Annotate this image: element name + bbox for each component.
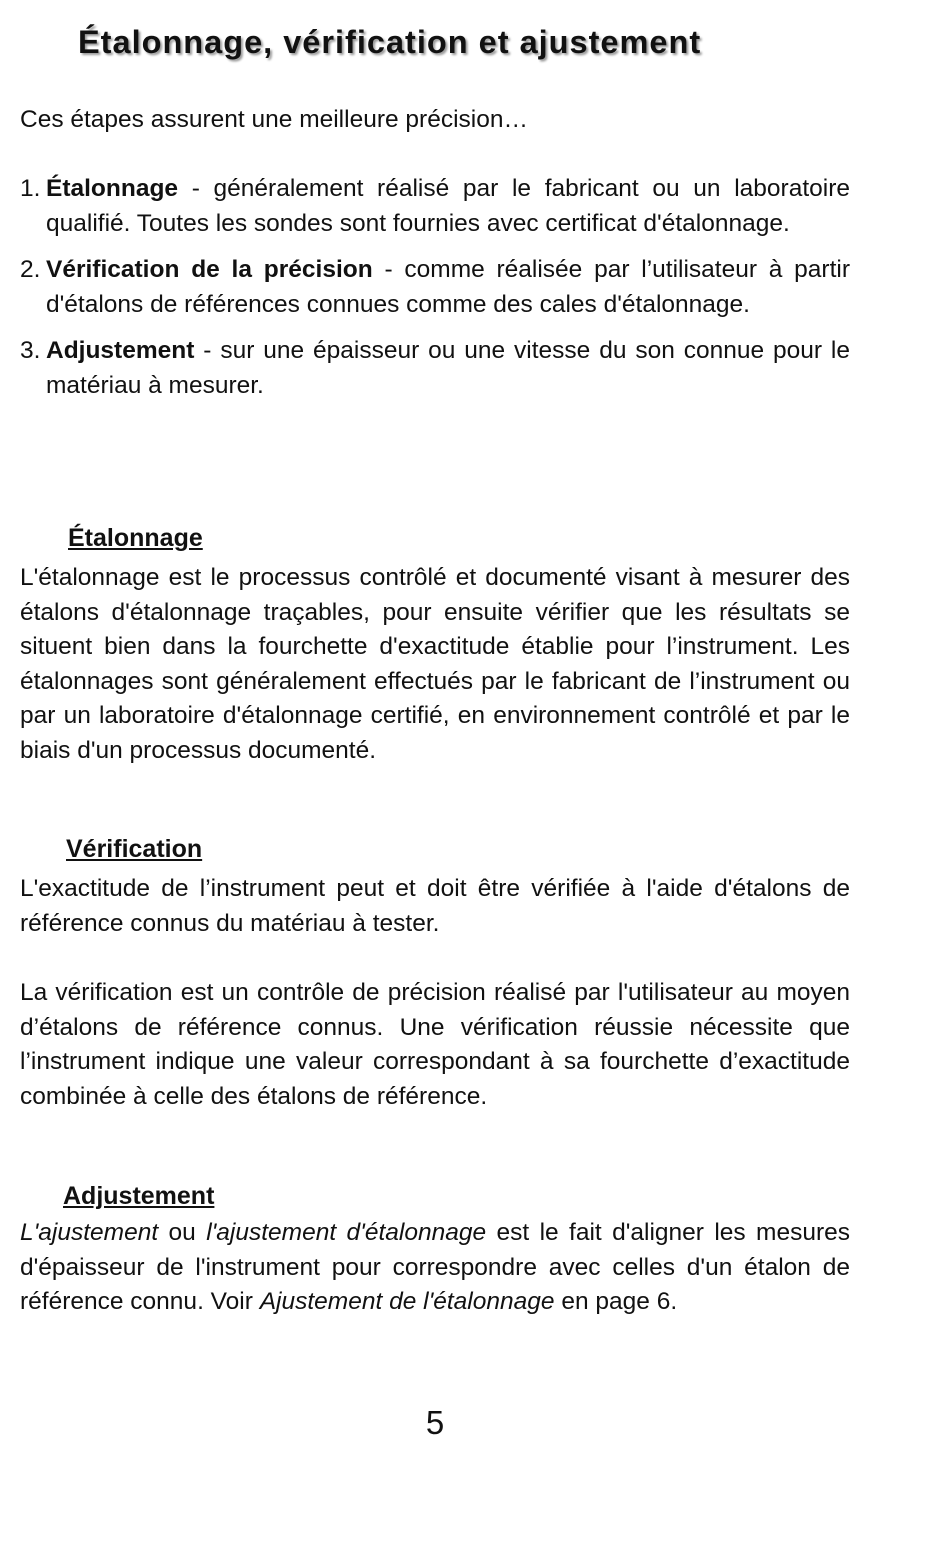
emphasis: L'ajustement: [20, 1219, 159, 1246]
list-item: [20, 253, 850, 322]
step-term: Adjustement: [46, 337, 195, 364]
list-item: [20, 172, 850, 241]
cross-reference: Ajustement de l'étalonnage: [259, 1288, 555, 1315]
section-body-verification-1: L'exactitude de l’instrument peut et doit être vérifiée à l'aide d'étalons de référence connus du matériau à tester.: [20, 875, 850, 937]
page-number: 5: [425, 1404, 445, 1441]
body-text: est le fait d'aligner les mesures d'épaisseur de l'instrument pour correspondre avec celles d'un étalon de référence connu. Voir: [20, 1219, 850, 1315]
step-term: Étalonnage: [46, 175, 179, 202]
emphasis: l'ajustement d'étalonnage: [206, 1219, 487, 1246]
section-heading-adjustement: Adjustement: [63, 1182, 215, 1210]
step-text: - généralement réalisé par le fabricant ou un laboratoire qualifié. Toutes les sondes sont fournies avec certificat d'étalonnage.: [46, 175, 850, 237]
manual-page: [20, 0, 850, 1542]
section-body-etalonnage: L'étalonnage est le processus contrôlé et documenté visant à mesurer des étalons d'étalonnage traçables, pour ensuite vérifier que les résultats se situent bien dans la fourchette d'exactitude établie pour l’instrument. Les étalonnages sont généralement effectués par le fabricant de l’instrument ou par un laboratoire d'étalonnage certifié, en environnement contrôlé et par le biais d'un processus documenté.: [20, 564, 850, 764]
section-body-verification-2: La vérification est un contrôle de précision réalisé par l'utilisateur au moyen d’étalons de référence connus. Une vérification réussie nécessite que l’instrument indique une valeur correspondant à sa fourchette d’exactitude combinée à celle des étalons de référence.: [20, 979, 850, 1110]
step-text: - comme réalisée par l’utilisateur à partir d'étalons de références connues comme des cales d'étalonnage.: [46, 256, 850, 318]
steps-list: [20, 172, 850, 415]
list-item: [20, 334, 850, 403]
list-number: 2.: [20, 256, 41, 283]
step-text: - sur une épaisseur ou une vitesse du son connue pour le matériau à mesurer.: [46, 337, 850, 399]
page-title: Étalonnage, vérification et ajustement: [78, 24, 702, 60]
list-number: 1.: [20, 175, 41, 202]
body-text: ou: [158, 1219, 207, 1246]
section-body-adjustement: [20, 1216, 850, 1320]
list-number: 3.: [20, 337, 41, 364]
intro-text: Ces étapes assurent une meilleure précision…: [20, 106, 528, 133]
body-text: en page 6.: [554, 1288, 678, 1315]
section-heading-verification: Vérification: [66, 835, 203, 863]
step-term: Vérification de la précision: [46, 256, 373, 283]
section-heading-etalonnage: Étalonnage: [68, 524, 203, 552]
